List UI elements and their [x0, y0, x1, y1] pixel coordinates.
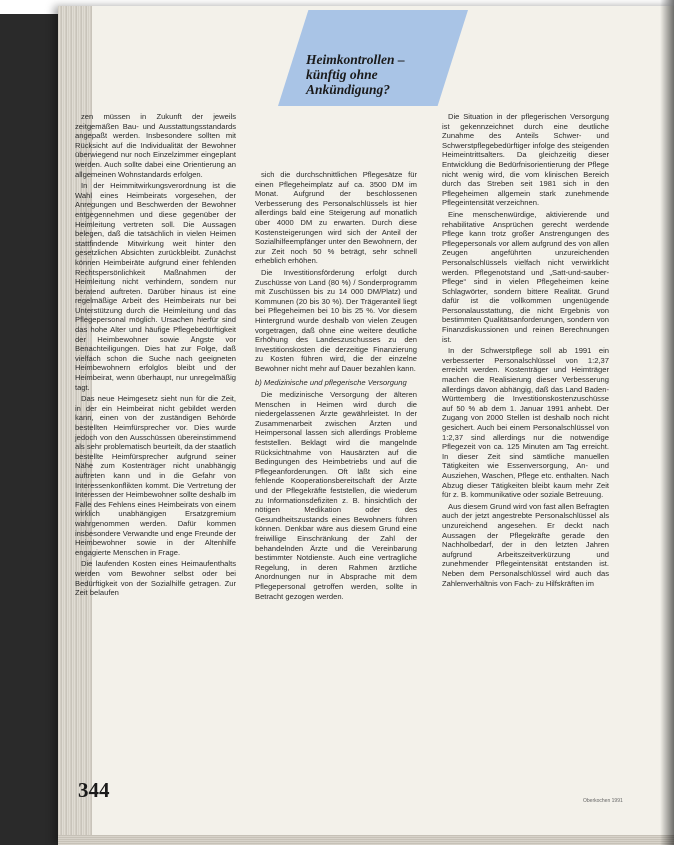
section-subheading: b) Medizinische und pflegerische Versorgung: [255, 378, 407, 388]
right-edge-shadow: [660, 0, 674, 845]
paragraph: Das neue Heimgesetz sieht nun für die Zeit, in der ein Heimbeirat nicht gebildet werden kann, einen von der zuständigen Behörde bestellten Heimfürsprecher vor. Dies wurde jedoch von den Ausschüssen übereinstimmend als sehr problematisch beurteilt, da der staatlich bestellte Heimfürsprecher aufgrund seiner Nähe zum Kostenträger nicht unabhängig auftreten kann und in die Gefahr von Interessenkonflikten kommt. Die Vertretung der Interessen der Heimbewohner sollte deshalb im Falle des Fehlens eines Heimbeirats von einem wirklich unabhängigen Ersatzgremium wahrgenommen werden. Dafür kommen insbesondere Verwandte und enge Freunde der Heimbewohner sowie in der Altenhilfe engagierte Menschen in Frage.: [75, 394, 236, 557]
paragraph: Die medizinische Versorgung der älteren Menschen in Heimen wird durch die niedergelassenen Ärzte gewährleistet. In der Zusammenarbeit zwischen Ärzten und Heimpersonal lassen sich allerdings Probleme feststellen. Beklagt wird die mangelnde Rücksichtnahme von Hausärzten auf die Bedingungen des Heimbetriebs und auf die Pflegeanforderungen. Oft läßt sich eine fehlende Kooperationsbereitschaft der Ärzte und der Pflegekräfte feststellen, die wiederum zu Informationsdefiziten z. B. hinsichtlich der nötigen Medikation oder des Gesundheitszustands eines Bewohners führen können. Denkbar wäre aus diesem Grund eine freiwillige Einschränkung der Zahl der behandelnden Ärzte und die Vereinbarung bestimmter Notdienste. Auch eine vertragliche Regelung, in deren Rahmen ärztliche Anordnungen nur in Absprache mit dem Pflegepersonal getroffen werden, sollte in Betracht gezogen werden.: [255, 390, 417, 601]
footer-tag: Oberkochen 1991: [583, 798, 623, 804]
text-column-2: [255, 170, 417, 603]
headline-line-2: künftig ohne: [306, 67, 378, 82]
paragraph: In der Heimmitwirkungsverordnung ist die Wahl eines Heimbeirats vorgesehen, der Anregungen und Beschwerden der Bewohner entgegennehmen und diese gegenüber der Heimleitung vertreten soll. Die Aussagen belegen, daß die tatsächlich in vielen Heimen stattfindende Mitwirkung weit hinter den gesetzlichen Absichten zurückbleibt. Zunächst können Heimbeiräte aufgrund einer fehlenden Rechtspersönlichkeit Maßnahmen der Heimleitung nicht verhindern, sondern nur beratend auftreten. Darüber hinaus ist eine regelmäßige Arbeit des Heimbeirats nur bei Unterstützung durch die Heimleitung und das Pflegepersonal möglich. Ursachen hierfür sind das hohe Alter und häufige Pflegebedürftigkeit der Heimbewohner sowie Ängste vor Benachteiligungen. Dies hat zur Folge, daß vielfach schon die Suche nach geeigneten Heimbewohnern erfolglos bleibt und der Heimbeirat, wenn überhaupt, nur unregelmäßig tagt.: [75, 181, 236, 392]
paragraph: sich die durchschnittlichen Pflegesätze für einen Pflegeheimplatz auf ca. 3500 DM im Monat. Aufgrund der beschlossenen Verbesserung des Personalschlüssels ist hier allerdings bald eine Steigerung auf monatlich über 4000 DM zu erwarten. Durch diese Kostensteigerungen wird sich der Anteil der Sozialhilfeempfänger unter den Bewohnern, der zur Zeit noch 50 % beträgt, sehr schnell erheblich erhöhen.: [255, 170, 417, 266]
text-column-1: [75, 112, 236, 600]
paragraph: Aus diesem Grund wird von fast allen Befragten auch der jetzt angestrebte Personalschlüssel als unzureichend angesehen. Er deckt nach Aussagen der Pflegekräfte gerade den Nachholbedarf, der in den letzten Jahren aufgrund Arbeitszeitverkürzung und zunehmender Pflegeintensität entstanden ist. Neben dem Personalschlüssel wird auch das Zahlenverhältnis von Fach- zu Hilfskräften im: [442, 501, 609, 588]
paragraph: Die Situation in der pflegerischen Versorgung ist gekennzeichnet durch eine deutliche Zunahme des Anteils Schwer- und Schwerstpflegebedürftiger infolge des steigenden Heimeintrittsalters. Da gleichzeitig dieser Entwicklung die Bedürfnisorientierung der Pflege nicht wenig wird, die vom klinischen Bereich durch das Streben seit 1981 sich in den Pflegeheimen allgemein stark zunehmende Pflegeintensität verzeichnen.: [442, 112, 609, 208]
headline: [306, 52, 486, 97]
page-number: 344: [78, 778, 110, 802]
paragraph: Eine menschenwürdige, aktivierende und rehabilitative Ansprüchen gerecht werdende Pflege kann trotz großer Anstrengungen des Pflegepersonals vor allem aufgrund des von allen Zeugen angeführten unzureichenden Personalschlüssels vielfach nicht verwirklicht werden. Pflegenotstand und „Satt-und-sauber-Pflege“ sind in vielen Pflegeheimen keine Schlagwörter, sondern bittere Realität. Grund dafür ist die vollkommen ungenügende Personalausstattung, die nicht Ergebnis von bestimmten Qualitätsanforderungen, sondern von Finanzdiskussionen und reinen Berechnungen ist.: [442, 209, 609, 344]
headline-line-1: Heimkontrollen –: [306, 52, 405, 67]
headline-line-3: Ankündigung?: [306, 82, 391, 97]
paragraph: Die Investitionsförderung erfolgt durch Zuschüsse von Land (80 %) / Sonderprogramm mit Zuschüssen bis zu 14 000 DM/Platz) und Kommunen (20 bis 30 %). Der Trägeranteil liegt bei Pflegeheimen bei 10 bis 25 %. Vor diesem Hintergrund wurde deshalb von vielen Zeugen vorgetragen, daß ohne eine weitere deutliche Erhöhung des Landeszuschusses zu den Investitionskosten die derzeitige Finanzierung zu Kosten führen wird, die der einzelne Bewohner nicht mehr auf Dauer bezahlen kann.: [255, 267, 417, 373]
text-column-3: [442, 112, 609, 590]
page-edges-bottom: [58, 835, 674, 845]
paragraph: Die laufenden Kosten eines Heimaufenthalts werden vom Bewohner selbst oder bei Bedürftigkeit von der Sozialhilfe getragen. Zur Zeit belaufen: [75, 559, 236, 598]
paragraph: zen müssen in Zukunft der jeweils zeitgemäßen Bau- und Ausstattungsstandards angepaßt werden. Insbesondere sollten mit Rücksicht auf die Individualität der Bewohner überwiegend nur noch Einzelzimmer eingeplant werden. Auch sollte dabei eine Orientierung an allgemeinen Wohnstandards erfolgen.: [75, 112, 236, 179]
paragraph: In der Schwerstpflege soll ab 1991 ein verbesserter Personalschlüssel von 1:2,37 erreicht werden. Kostenträger und Heimträger machen die Realisierung dieser Verbesserung allerdings davon abhängig, daß das Land Baden-Württemberg die Investitionskostenzuschüsse auf 50 % ab dem 1. Januar 1991 anhebt. Der Zugang von 2000 Stellen ist deshalb noch nicht gesichert. Auch bei einem Personalschlüssel von 1:2,37 sind allerdings nur die notwendige Pflegezeit von ca. 125 Minuten am Tag erreicht. In dieser Zeit sind sämtliche manuellen Tätigkeiten wie Essenversorgung, An- und Ausziehen, Waschen, Pflege etc. enthalten. Nach Abzug dieser Tätigkeiten bleibt kaum mehr Zeit für z. B. kommunikative oder soziale Betreuung.: [442, 346, 609, 500]
